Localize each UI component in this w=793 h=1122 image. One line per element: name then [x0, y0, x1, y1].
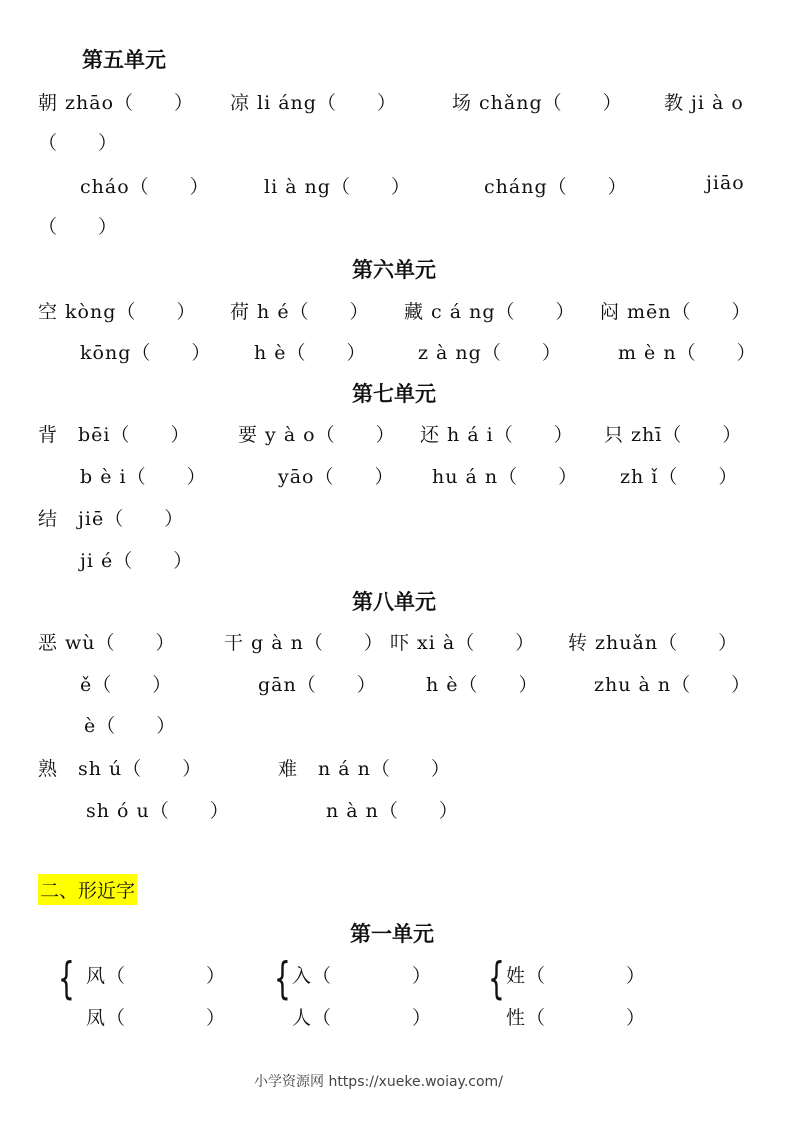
unit8-item-he: h è（ ）: [426, 674, 539, 696]
pair3-top: 姓（ ）: [506, 965, 647, 987]
unit5-item-chao: cháo（ ）: [80, 176, 210, 198]
unit8-item-shou: sh ó u（ ）: [86, 800, 230, 822]
section-label: 二、形近字: [38, 874, 137, 905]
unit7-title: 第七单元: [352, 382, 436, 406]
unit8-item-e: ě（ ）: [80, 674, 173, 696]
unit5-item-chang: 场 chǎng（ ）: [452, 92, 623, 114]
unit7-item-jie2: ji é（ ）: [80, 550, 194, 572]
unit5-item-chang2: cháng（ ）: [484, 176, 628, 198]
pair2-bottom: 人（ ）: [292, 1007, 433, 1029]
pair1-bottom: 凤（ ）: [86, 1007, 227, 1029]
unit8-item-nan: 难 n á n（ ）: [278, 758, 451, 780]
unit8-item-nan2: n à n（ ）: [326, 800, 459, 822]
unit7-item-jie: 结 jiē（ ）: [38, 508, 185, 530]
unit6-item-zang: z à ng（ ）: [418, 342, 562, 364]
unit6-item-kong: 空 kòng（ ）: [38, 301, 197, 323]
unit5-item-liang2: li à ng（ ）: [264, 176, 411, 198]
unit5-item-liang: 凉 li áng（ ）: [230, 92, 397, 114]
unit8-item-shu: 熟 sh ú（ ）: [38, 758, 203, 780]
brace-icon: {: [488, 953, 505, 1004]
brace-icon: {: [274, 953, 291, 1004]
pair1-top: 风（ ）: [86, 965, 227, 987]
unit6-item-kong2: kōng（ ）: [80, 342, 212, 364]
unit8-item-zhuan2: zhu à n（ ）: [594, 674, 752, 696]
unit7-item-huan: hu á n（ ）: [432, 466, 579, 488]
unit8-item-zhuan: 转 zhuǎn（ ）: [568, 632, 739, 654]
unit5-item-jiao-blank: （ ）: [38, 132, 119, 154]
unit7-item-hai: 还 h á i（ ）: [420, 424, 574, 446]
unit5-title: 第五单元: [82, 48, 166, 72]
section2-unit1-title: 第一单元: [350, 922, 434, 946]
unit7-item-zhi: 只 zhī（ ）: [604, 424, 743, 446]
unit8-item-wu: 恶 wù（ ）: [38, 632, 176, 654]
unit7-item-bei: 背 bēi（ ）: [38, 424, 191, 446]
unit6-item-cang: 藏 c á ng（ ）: [404, 301, 576, 323]
unit6-item-men: 闷 mēn（ ）: [600, 301, 752, 323]
unit8-item-gan: 干 g à n（ ）: [224, 632, 384, 654]
unit7-item-yao: 要 y à o（ ）: [238, 424, 396, 446]
unit5-item-jiao2: jiāo: [706, 172, 745, 194]
pair2-top: 入（ ）: [292, 965, 433, 987]
unit5-item-zhao: 朝 zhāo（ ）: [38, 92, 195, 114]
unit6-title: 第六单元: [352, 258, 436, 282]
unit7-item-yao2: yāo（ ）: [278, 466, 395, 488]
unit5-item-jiao: 教 ji à o: [664, 92, 744, 114]
unit8-item-e2: è（ ）: [84, 715, 177, 737]
unit6-item-he: 荷 h é（ ）: [230, 301, 370, 323]
footer-watermark: 小学资源网 https://xueke.woiay.com/: [254, 1074, 503, 1090]
unit8-item-gan2: gān（ ）: [258, 674, 377, 696]
unit8-item-xia: 吓 xi à（ ）: [390, 632, 536, 654]
unit7-item-zhi2: zh ǐ（ ）: [620, 466, 739, 488]
unit5-item-jiao2-blank: （ ）: [38, 216, 119, 238]
unit6-item-men2: m è n（ ）: [618, 342, 757, 364]
unit8-title: 第八单元: [352, 590, 436, 614]
pair3-bottom: 性（ ）: [506, 1007, 647, 1029]
unit6-item-he2: h è（ ）: [254, 342, 367, 364]
unit7-item-bei2: b è i（ ）: [80, 466, 207, 488]
brace-icon: {: [58, 953, 75, 1004]
